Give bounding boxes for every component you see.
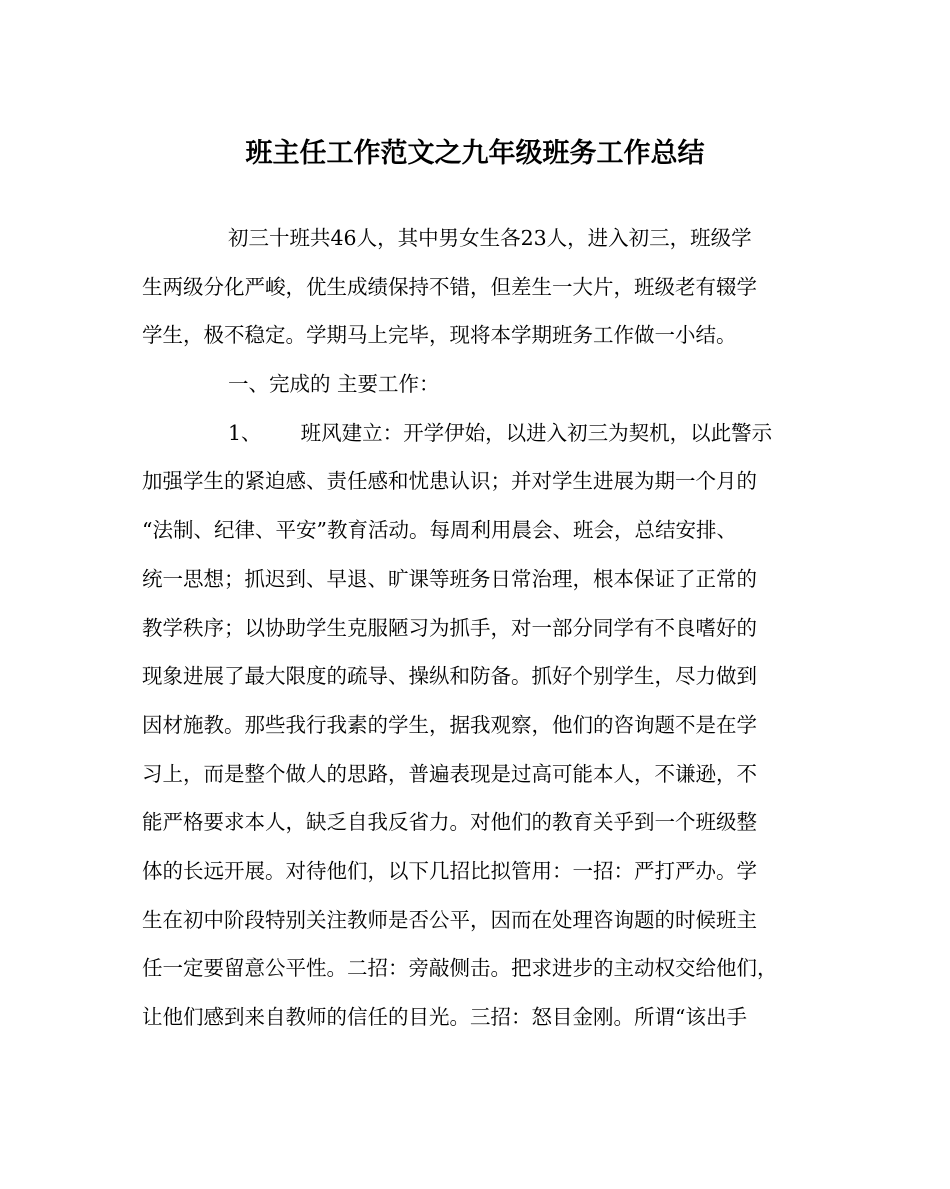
paragraph-line: 习上，而是整个做人的思路，普遍表现是过高可能本人，不谦逊，不 [142, 761, 757, 786]
paragraph-line: 学生，极不稳定。学期马上完毕，现将本学期班务工作做一小结。 [142, 323, 737, 348]
paragraph-line: 统一思想；抓迟到、早退、旷课等班务日常治理，根本保证了正常的 [142, 566, 757, 591]
paragraph-line: 加强学生的紧迫感、责任感和忧患认识；并对学生进展为期一个月的 [142, 469, 757, 494]
paragraph-line: 现象进展了最大限度的疏导、操纵和防备。抓好个别学生，尽力做到 [142, 664, 757, 689]
document-title: 班主任工作范文之九年级班务工作总结 [245, 138, 705, 169]
paragraph-line: 生两级分化严峻，优生成绩保持不错，但差生一大片，班级老有辍学 [142, 274, 757, 299]
paragraph-line: 1、 班风建立：开学伊始，以进入初三为契机，以此警示 [228, 420, 773, 445]
paragraph-line: 让他们感到来自教师的信任的目光。三招：怒目金刚。所谓“该出手 [142, 1005, 747, 1029]
paragraph-line: 初三十班共46人，其中男女生各23人，进入初三，班级学 [228, 226, 752, 250]
paragraph-line: 教学秩序；以协助学生克服陋习为抓手，对一部分同学有不良嗜好的 [142, 615, 757, 640]
paragraph-line: “法制、纪律、平安”教育活动。每周利用晨会、班会，总结安排、 [142, 518, 737, 543]
paragraph-line: 任一定要留意公平性。二招：旁敲侧击。把求进步的主动权交给他们， [142, 956, 778, 981]
document-body [142, 214, 798, 1042]
paragraph-line: 生在初中阶段特别关注教师是否公平，因而在处理咨询题的时候班主 [142, 907, 757, 932]
paragraph-line: 因材施教。那些我行我素的学生，据我观察，他们的咨询题不是在学 [142, 712, 757, 737]
section-heading: 一、完成的 主要工作： [228, 372, 440, 397]
paragraph-line: 能严格要求本人，缺乏自我反省力。对他们的教育关乎到一个班级整 [142, 810, 757, 835]
paragraph-line: 体的长远开展。对待他们，以下几招比拟管用：一招：严打严办。学 [142, 858, 757, 883]
